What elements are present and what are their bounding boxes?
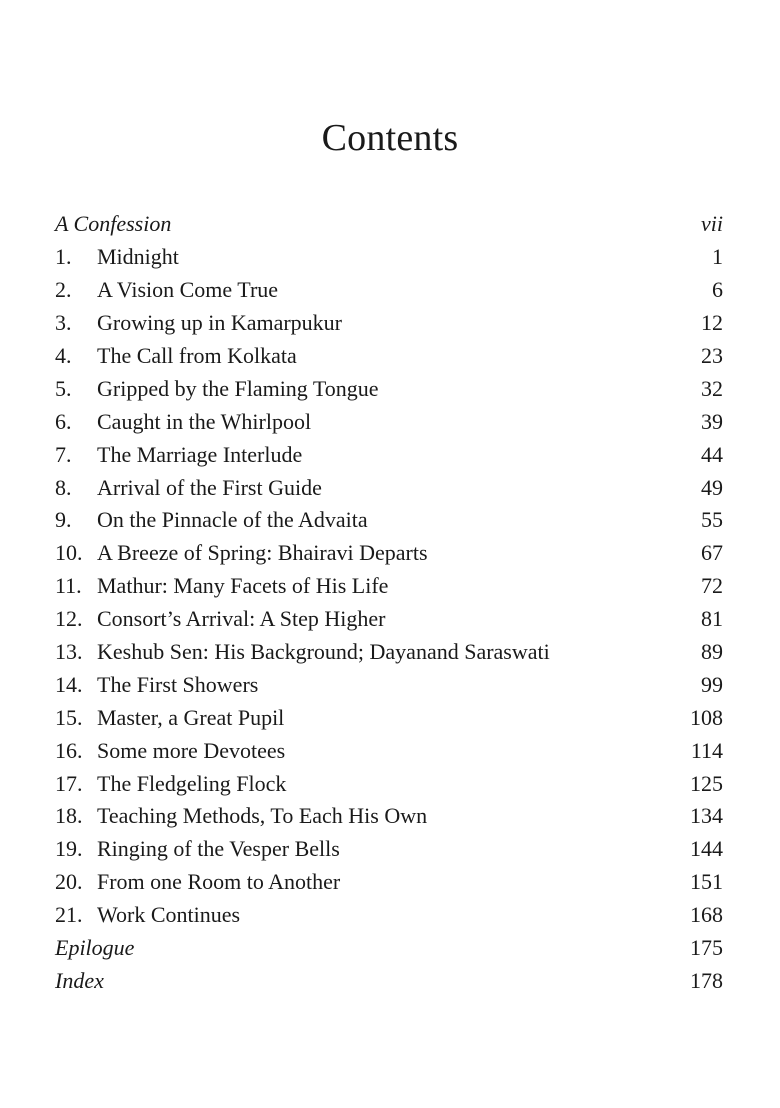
toc-chapter-21[interactable]: [55, 899, 723, 932]
chapter-page: 44: [701, 441, 723, 467]
chapter-number: 7.: [55, 441, 72, 467]
toc-chapter-7[interactable]: [55, 438, 723, 471]
chapter-number: 1.: [55, 244, 72, 270]
chapter-title: Ringing of the Vesper Bells: [97, 836, 340, 862]
page-title: Contents: [321, 117, 459, 159]
chapter-title: From one Room to Another: [97, 869, 341, 895]
toc-chapter-19[interactable]: [55, 833, 723, 866]
chapter-title: Midnight: [97, 244, 179, 270]
chapter-title: Keshub Sen: His Background; Dayanand Saraswati: [97, 639, 550, 665]
chapter-page: 55: [701, 507, 723, 533]
toc-chapter-14[interactable]: [55, 668, 723, 701]
chapter-number: 3.: [55, 310, 72, 336]
chapter-page: 1: [712, 244, 723, 270]
chapter-page: 72: [701, 573, 723, 599]
chapter-title: On the Pinnacle of the Advaita: [97, 507, 368, 533]
chapter-page: 23: [701, 343, 723, 368]
chapter-number: 16.: [55, 737, 83, 763]
toc-entry-label: Epilogue: [55, 935, 135, 961]
chapter-title: Teaching Methods, To Each His Own: [97, 803, 428, 829]
toc-chapter-2[interactable]: [55, 274, 723, 307]
chapter-page: 144: [690, 836, 723, 862]
toc-entry-label: Index: [55, 967, 104, 993]
toc-chapter-17[interactable]: [55, 767, 723, 800]
chapter-page: 99: [701, 671, 723, 697]
chapter-page: 134: [690, 803, 723, 829]
chapter-number: 5.: [55, 375, 72, 401]
chapter-page: 168: [690, 902, 723, 928]
chapter-number: 20.: [55, 869, 83, 895]
toc-chapter-9[interactable]: [55, 504, 723, 537]
toc-entry-epilogue[interactable]: [55, 932, 723, 965]
chapter-title: Mathur: Many Facets of His Life: [97, 573, 389, 599]
chapter-number: 13.: [55, 639, 83, 665]
chapter-number: 14.: [55, 671, 83, 697]
chapter-title: Master, a Great Pupil: [97, 704, 285, 730]
chapter-title: A Vision Come True: [97, 277, 279, 303]
chapter-number: 4.: [55, 343, 72, 368]
chapter-number: 8.: [55, 474, 72, 500]
chapter-page: 39: [701, 408, 723, 434]
toc-chapter-13[interactable]: [55, 636, 723, 669]
chapter-number: 2.: [55, 277, 72, 303]
toc-chapter-12[interactable]: [55, 603, 723, 636]
chapter-title: The First Showers: [97, 671, 259, 697]
chapter-page: 125: [690, 770, 723, 796]
toc-entry-page: 175: [690, 935, 723, 961]
chapter-page: 89: [701, 639, 723, 665]
toc-chapter-11[interactable]: [55, 570, 723, 603]
toc-entry-label: A Confession: [55, 211, 172, 237]
chapter-page: 114: [690, 737, 723, 763]
toc-chapter-5[interactable]: [55, 372, 723, 405]
chapter-page: 81: [701, 606, 723, 632]
chapter-page: 6: [712, 277, 723, 303]
chapter-number: 12.: [55, 606, 83, 632]
chapter-number: 18.: [55, 803, 83, 829]
chapter-title: Arrival of the First Guide: [97, 474, 322, 500]
chapter-title: Consort’s Arrival: A Step Higher: [97, 606, 386, 632]
table-of-contents: [55, 208, 723, 997]
chapter-number: 19.: [55, 836, 83, 862]
toc-chapter-1[interactable]: [55, 241, 723, 274]
chapter-title: Growing up in Kamarpukur: [97, 310, 343, 336]
chapter-title: The Call from Kolkata: [97, 343, 297, 368]
chapter-number: 15.: [55, 704, 83, 730]
chapter-title: The Marriage Interlude: [97, 441, 303, 467]
chapter-number: 9.: [55, 507, 72, 533]
toc-chapter-15[interactable]: [55, 701, 723, 734]
toc-entry-confession[interactable]: [55, 208, 723, 241]
chapter-number: 17.: [55, 770, 83, 796]
chapter-number: 10.: [55, 540, 83, 566]
chapter-title: Some more Devotees: [97, 737, 286, 763]
chapter-title: Work Continues: [97, 902, 241, 928]
chapter-page: 12: [701, 310, 723, 336]
toc-entry-page: vii: [701, 211, 723, 237]
toc-entry-index[interactable]: [55, 964, 723, 997]
toc-entry-page: 178: [690, 967, 723, 993]
chapter-page: 49: [701, 474, 723, 500]
toc-chapter-8[interactable]: [55, 471, 723, 504]
toc-chapter-10[interactable]: [55, 537, 723, 570]
chapter-number: 21.: [55, 902, 83, 928]
toc-chapter-6[interactable]: [55, 405, 723, 438]
chapter-number: 6.: [55, 408, 72, 434]
chapter-title: The Fledgeling Flock: [97, 770, 287, 796]
chapter-page: 32: [701, 375, 723, 401]
toc-chapter-4[interactable]: [55, 340, 723, 373]
toc-chapter-3[interactable]: [55, 307, 723, 340]
toc-chapter-16[interactable]: [55, 734, 723, 767]
chapter-title: Caught in the Whirlpool: [97, 408, 312, 434]
chapter-title: Gripped by the Flaming Tongue: [97, 375, 379, 401]
toc-chapter-20[interactable]: [55, 866, 723, 899]
toc-chapter-18[interactable]: [55, 800, 723, 833]
chapter-page: 108: [690, 704, 723, 730]
chapter-page: 67: [701, 540, 723, 566]
chapter-title: A Breeze of Spring: Bhairavi Departs: [97, 540, 428, 566]
chapter-page: 151: [690, 869, 723, 895]
chapter-number: 11.: [55, 573, 82, 599]
